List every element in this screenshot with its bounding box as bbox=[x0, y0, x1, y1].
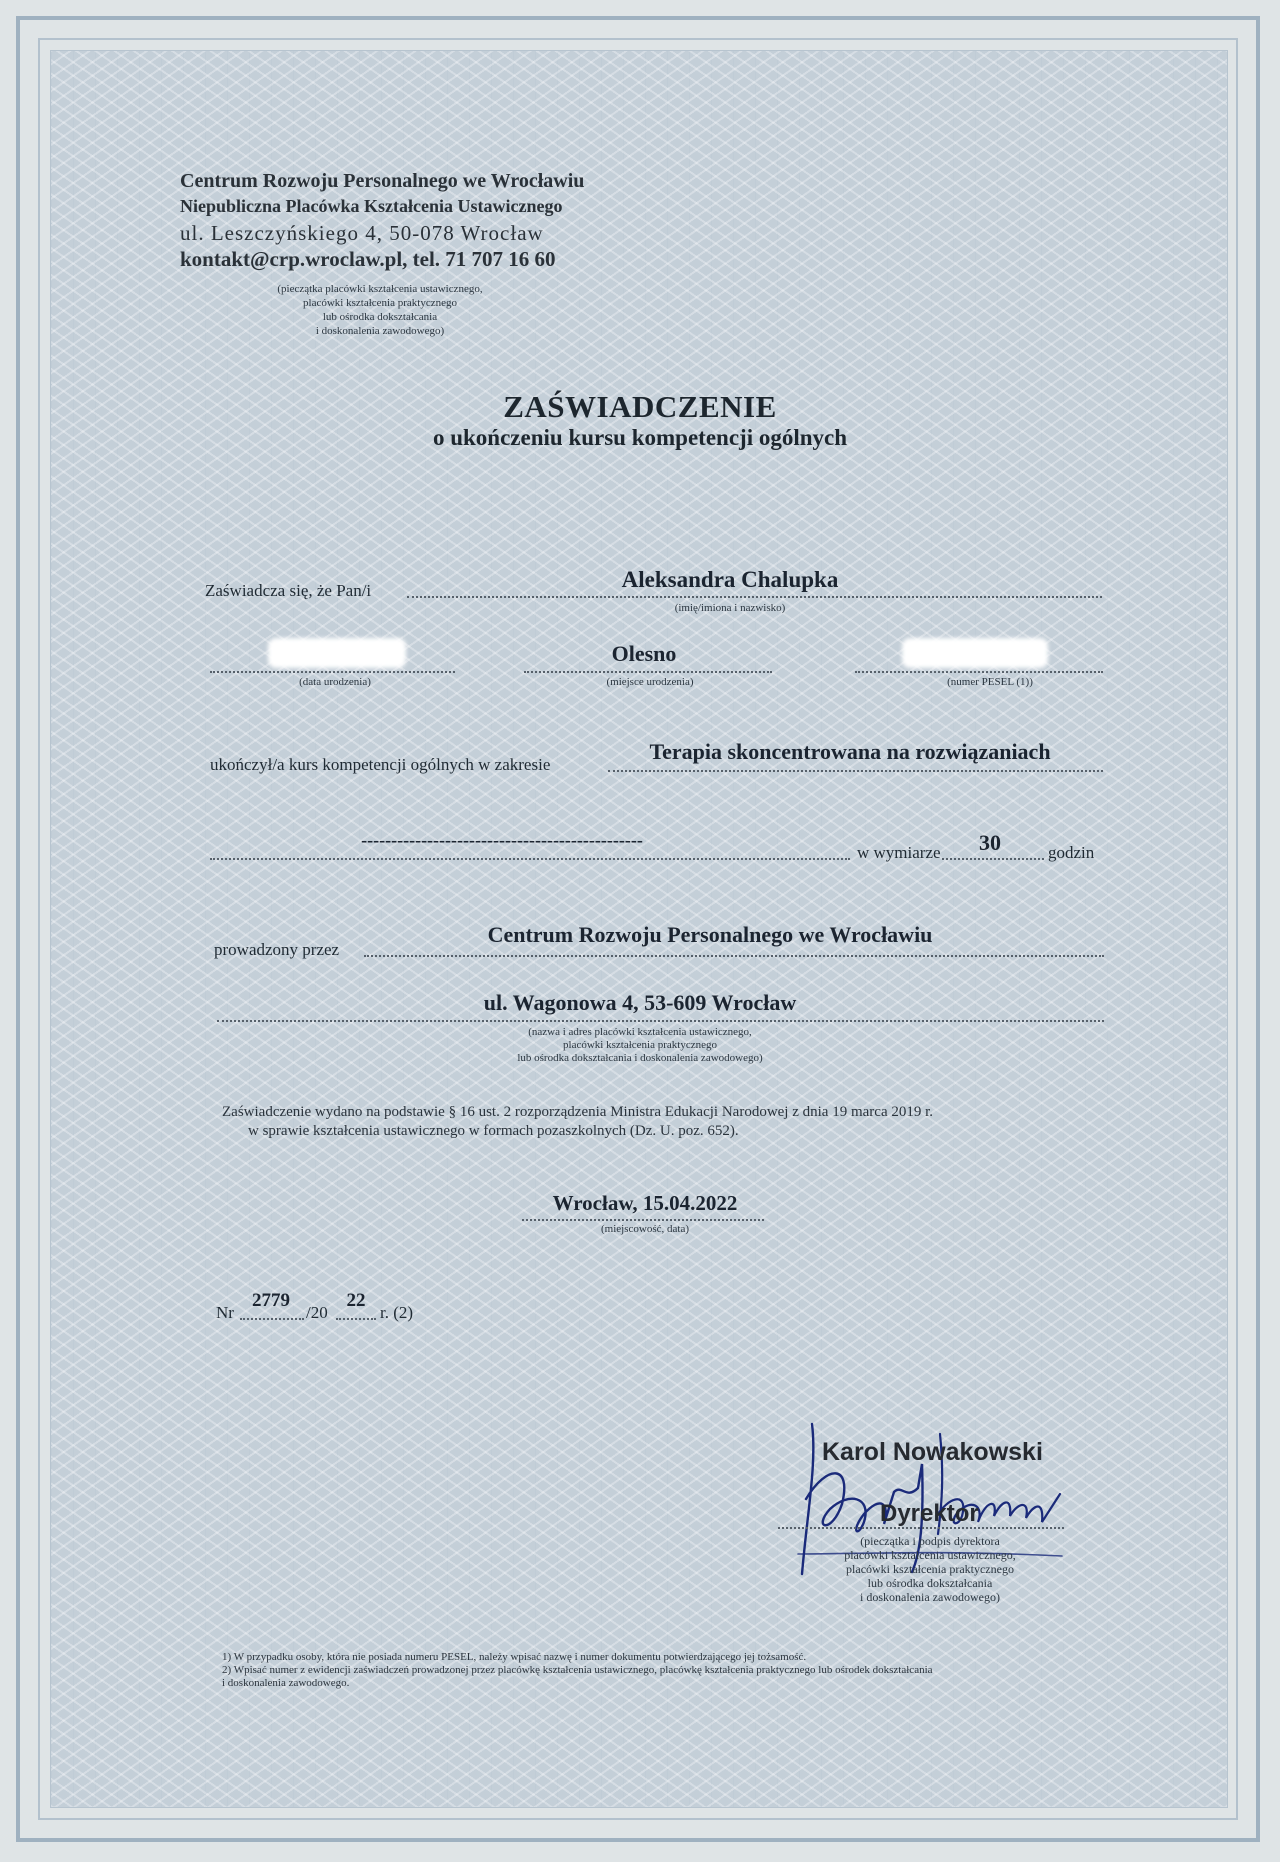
hours-dotted-line bbox=[942, 858, 1044, 860]
address-caption-1: (nazwa i adres placówki kształcenia ustawicznego, bbox=[528, 1026, 752, 1038]
conducted-by-label: prowadzony przez bbox=[214, 940, 340, 959]
signature-caption-3: placówki kształcenia praktycznego bbox=[846, 1562, 1014, 1576]
institution-name: Centrum Rozwoju Personalnego we Wrocławiu bbox=[487, 922, 933, 947]
signature-caption-1: (pieczątka i podpis dyrektora bbox=[860, 1534, 1000, 1548]
pesel-caption: (numer PESEL (1)) bbox=[947, 676, 1033, 688]
intro-label: Zaświadcza się, że Pan/i bbox=[205, 581, 372, 600]
institution-address: ul. Wagonowa 4, 53-609 Wrocław bbox=[483, 990, 797, 1015]
legal-basis-line-1: Zaświadczenie wydano na podstawie § 16 ust. 2 rozporządzenia Ministra Edukacji Narodowej z dnia 19 marca 2019 r. bbox=[222, 1104, 934, 1120]
stamp-contact: kontakt@crp.wroclaw.pl, tel. 71 707 16 60 bbox=[180, 247, 556, 271]
hours-label: w wymiarze bbox=[857, 843, 941, 862]
stamp-caption-4: i doskonalenia zawodowego) bbox=[315, 325, 445, 337]
year-dotted-line bbox=[336, 1318, 376, 1320]
birth-date-dotted-line bbox=[210, 671, 455, 673]
scope-dotted-line bbox=[608, 770, 1103, 772]
footnote-1: 1) W przypadku osoby, która nie posiada numeru PESEL, należy wpisać nazwę i numer dokumentu potwierdzającego jej tożsamość. bbox=[222, 1651, 807, 1663]
certificate-year: 22 bbox=[346, 1290, 366, 1311]
birth-date-redaction bbox=[268, 638, 406, 668]
pesel-dotted-line bbox=[855, 671, 1103, 673]
address-caption-3: lub ośrodka dokształcania i doskonalenia zawodowego) bbox=[517, 1052, 763, 1064]
signature-caption-2: placówki kształcenia ustawicznego, bbox=[844, 1548, 1016, 1562]
number-dotted-line bbox=[240, 1318, 304, 1320]
document-subtitle: o ukończeniu kursu kompetencji ogólnych bbox=[432, 425, 848, 450]
footnote-2b: i doskonalenia zawodowego. bbox=[222, 1677, 350, 1689]
institution-dotted-line bbox=[364, 955, 1104, 957]
birth-place: Olesno bbox=[611, 641, 677, 666]
completed-label: ukończył/a kurs kompetencji ogólnych w zakresie bbox=[210, 755, 551, 774]
stamp-institution-type: Niepubliczna Placówka Kształcenia Ustawicznego bbox=[180, 196, 563, 216]
hours-value: 30 bbox=[979, 830, 1001, 855]
name-caption: (imię/imiona i nazwisko) bbox=[674, 602, 786, 614]
birth-date-caption: (data urodzenia) bbox=[299, 676, 371, 688]
address-dotted-line bbox=[217, 1020, 1104, 1022]
signature-dotted-line bbox=[778, 1527, 1064, 1529]
footnote-2a: 2) Wpisać numer z ewidencji zaświadczeń prowadzonej przez placówkę kształcenia ustawicznego, placówkę kształcenia praktycznego lub ośrodek dokształcania bbox=[222, 1664, 933, 1676]
birth-place-caption: (miejsce urodzenia) bbox=[606, 676, 694, 688]
pesel-redaction bbox=[902, 638, 1048, 668]
scope-continuation-dotted-line bbox=[210, 858, 850, 860]
hours-unit: godzin bbox=[1048, 843, 1095, 862]
stamp-institution-name: Centrum Rozwoju Personalnego we Wrocławiu bbox=[180, 170, 585, 192]
signature-caption-5: i doskonalenia zawodowego) bbox=[860, 1590, 1000, 1604]
legal-basis-line-2: w sprawie kształcenia ustawicznego w formach pozaszkolnych (Dz. U. poz. 652). bbox=[248, 1123, 739, 1139]
scope-continuation-dashes: ----------------------------------------------- bbox=[361, 830, 643, 850]
address-caption-2: placówki kształcenia praktycznego bbox=[563, 1039, 717, 1051]
stamp-caption-1: (pieczątka placówki kształcenia ustawicznego, bbox=[277, 283, 483, 295]
place-date-dotted-line bbox=[522, 1219, 764, 1221]
course-scope: Terapia skoncentrowana na rozwiązaniach bbox=[649, 739, 1051, 764]
name-dotted-line bbox=[407, 596, 1102, 598]
signatory-name: Karol Nowakowski bbox=[822, 1438, 1043, 1466]
document-title: ZAŚWIADCZENIE bbox=[503, 389, 777, 424]
number-suffix: r. (2) bbox=[380, 1303, 414, 1322]
signatory-position: Dyrektor bbox=[880, 1500, 979, 1527]
place-date-caption: (miejscowość, data) bbox=[601, 1223, 689, 1235]
stamp-address: ul. Leszczyńskiego 4, 50-078 Wrocław bbox=[180, 221, 544, 245]
birth-place-dotted-line bbox=[524, 671, 772, 673]
stamp-caption-3: lub ośrodka dokształcania bbox=[322, 311, 438, 323]
certificate-number: 2779 bbox=[252, 1290, 290, 1311]
signature-caption-4: lub ośrodka dokształcania bbox=[867, 1576, 993, 1590]
stamp-caption-2: placówki kształcenia praktycznego bbox=[303, 297, 457, 309]
person-name: Aleksandra Chalupka bbox=[621, 567, 839, 592]
number-prefix: Nr bbox=[216, 1303, 234, 1322]
place-date: Wrocław, 15.04.2022 bbox=[552, 1191, 738, 1215]
number-middle: /20 bbox=[306, 1303, 328, 1322]
